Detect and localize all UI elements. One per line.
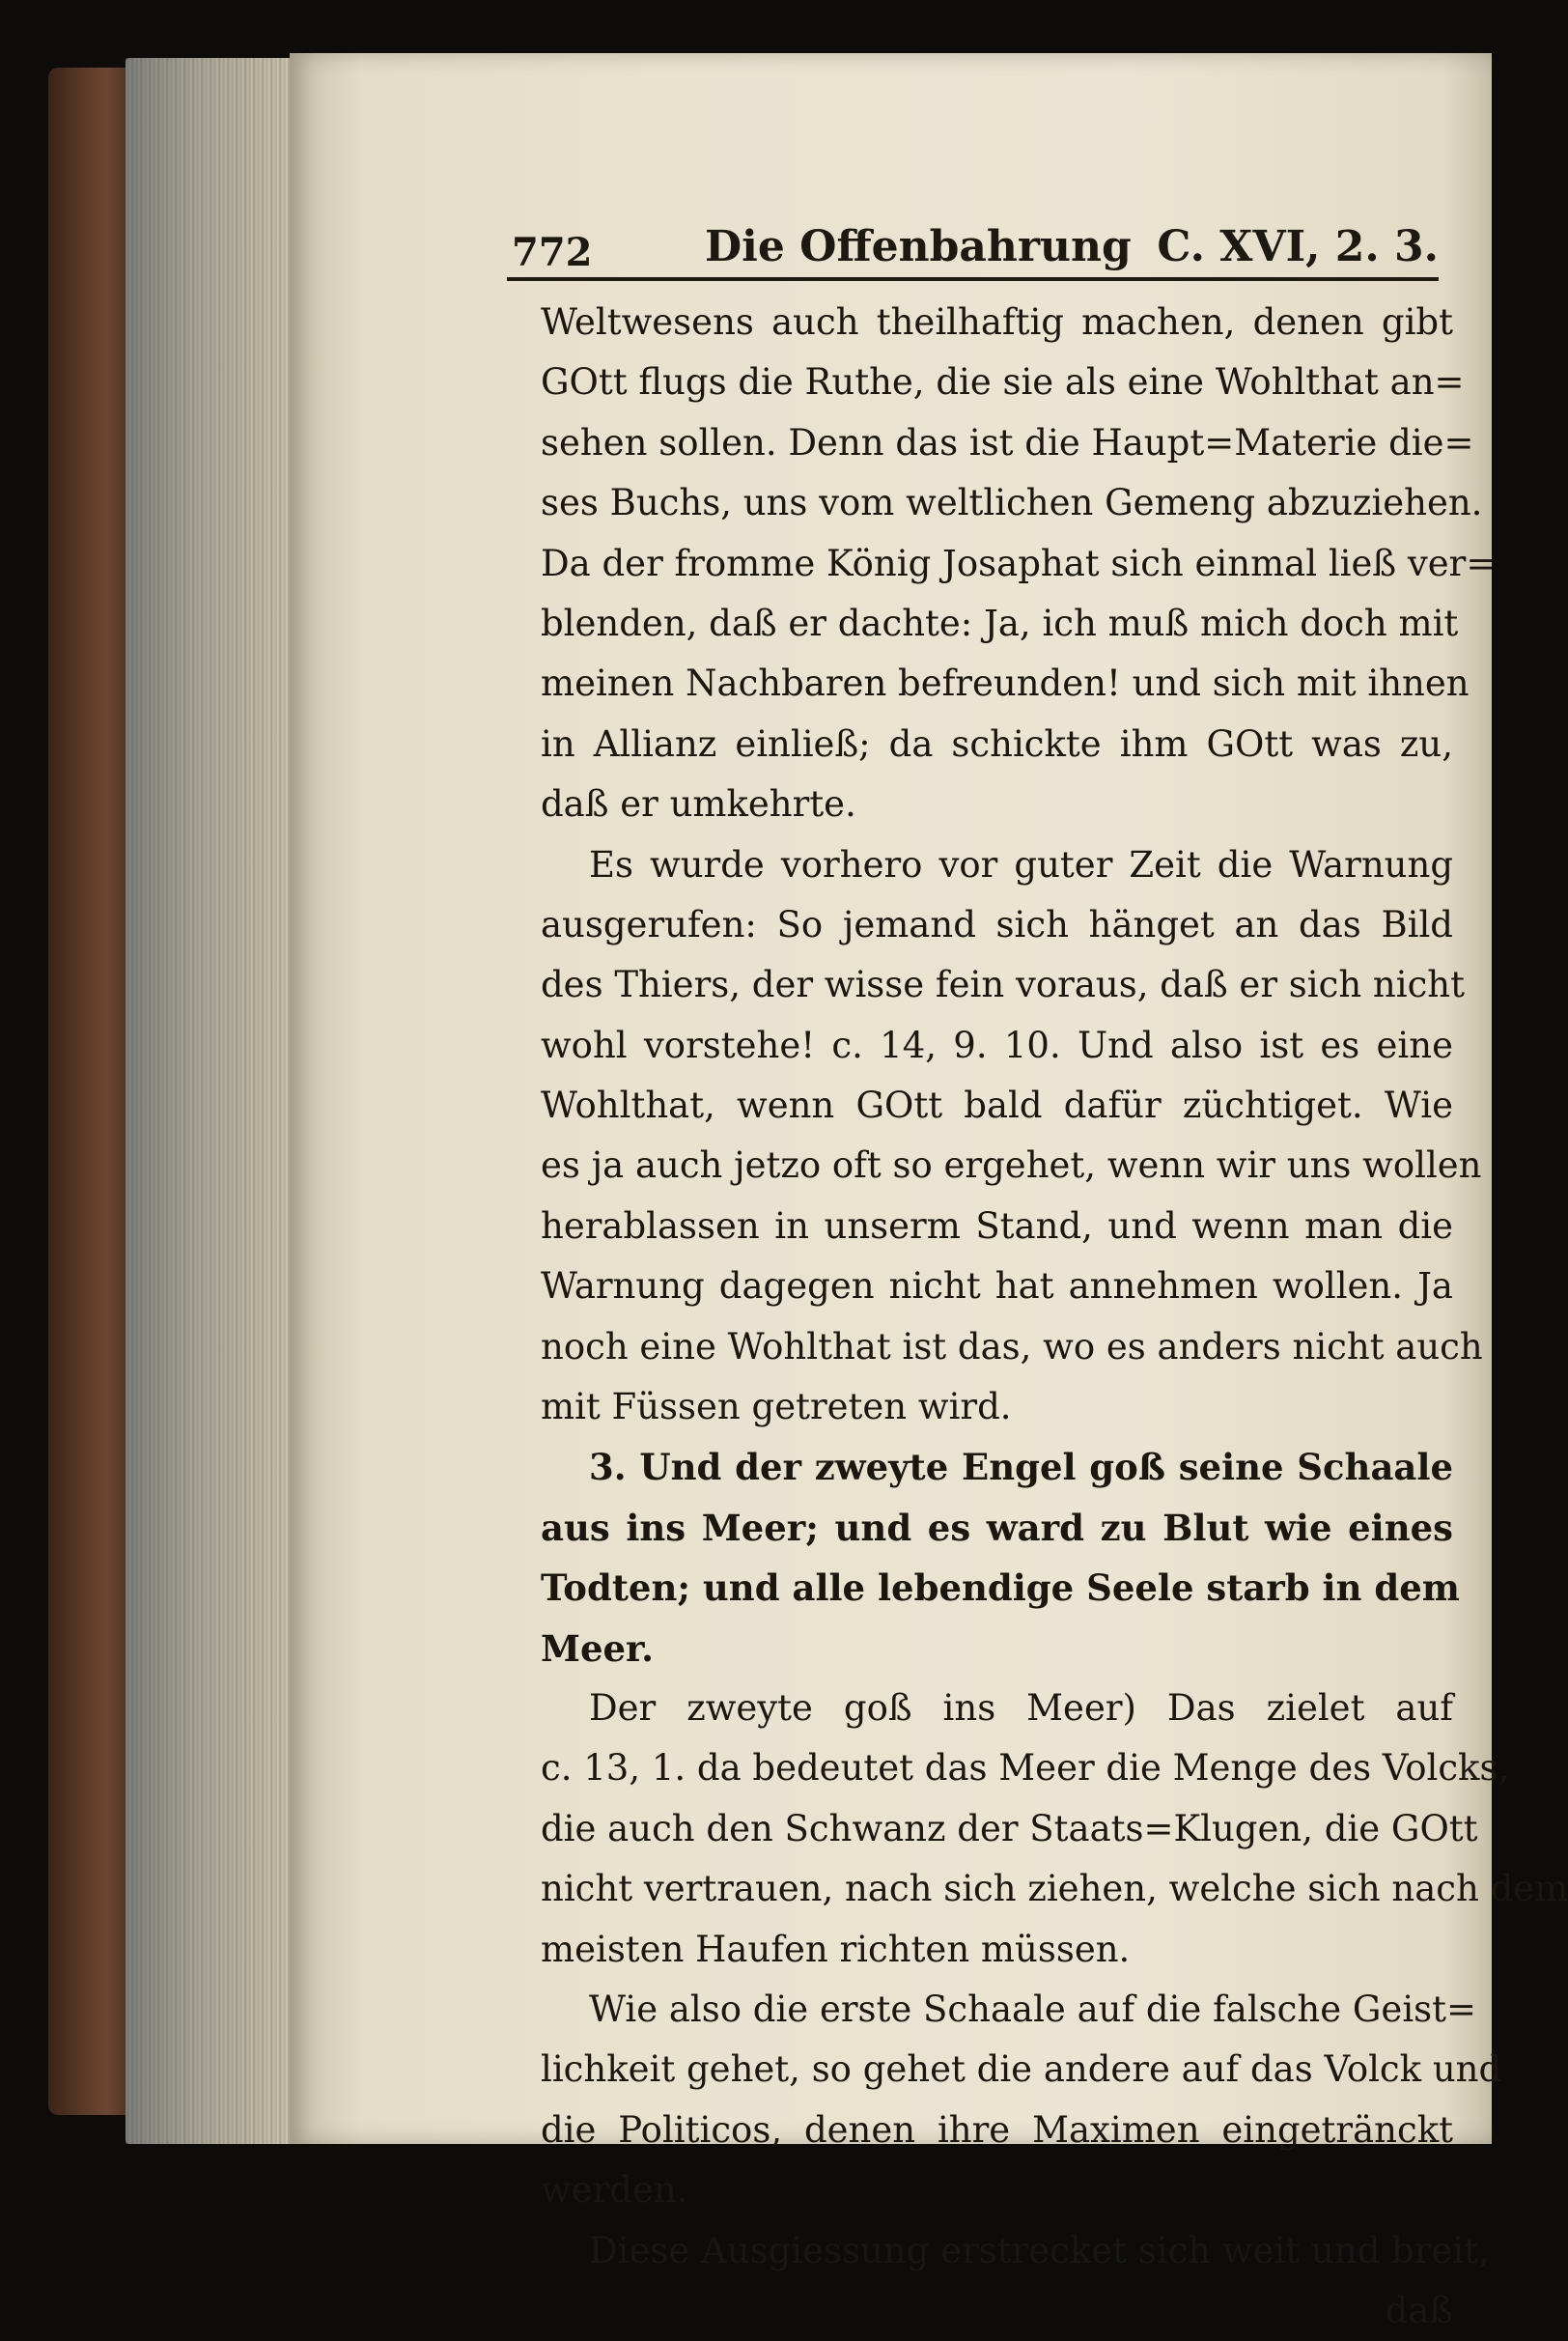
text-line: werden. [541, 2169, 688, 2212]
text-line: noch eine Wohlthat ist das, wo es anders nicht auch [541, 1325, 1483, 1368]
text-line: blenden, daß er dachte: Ja, ich muß mich doch mit [541, 602, 1459, 644]
text-line: sehen sollen. Denn das ist die Haupt=Materie die= [541, 421, 1474, 464]
text-line: wohl vorstehe! c. 14, 9. 10. Und also ist es eine [541, 1024, 1453, 1066]
text-line: Warnung dagegen nicht hat annehmen wollen. Ja [541, 1265, 1453, 1308]
text-line: meinen Nachbaren befreunden! und sich mit ihnen [541, 663, 1470, 705]
text-line: herablassen in unserm Stand, und wenn man die [541, 1204, 1453, 1247]
text-line: ausgerufen: So jemand sich hänget an das Bild [541, 903, 1453, 945]
text-line: daß er umkehrte. [541, 783, 856, 826]
text-line: Diese Ausgiessung erstrecket sich weit und breit, [589, 2229, 1490, 2271]
text-line: es ja auch jetzo oft so ergehet, wenn wir uns wollen [541, 1144, 1482, 1187]
page-stack-edges [126, 58, 299, 2144]
text-line: in Allianz einließ; da schickte ihm GOtt was zu, [541, 722, 1453, 765]
text-line: nicht vertrauen, nach sich ziehen, welche sich nach dem [541, 1868, 1568, 1910]
page-number: 772 [512, 230, 593, 275]
text-line: Da der fromme König Josaphat sich einmal ließ ver= [541, 542, 1497, 584]
text-line: Wie also die erste Schaale auf die falsche Geist= [589, 1988, 1477, 2030]
verse-line: Meer. [541, 1626, 655, 1670]
text-line: ses Buchs, uns vom weltlichen Gemeng abzuziehen. [541, 482, 1483, 524]
text-line: Weltwesens auch theilhaftig machen, denen gibt [541, 301, 1453, 343]
body-text [541, 293, 1568, 2341]
verse-line: aus ins Meer; und es ward zu Blut wie eines [541, 1506, 1453, 1549]
header-rule [507, 277, 1439, 281]
chapter-reference: C. XVI, 2. 3. [1157, 222, 1439, 271]
text-line: mit Füssen getreten wird. [541, 1386, 1012, 1428]
text-line: c. 13, 1. da bedeutet das Meer die Menge des Volcks, [541, 1747, 1510, 1790]
text-line: des Thiers, der wisse fein voraus, daß er sich nicht [541, 964, 1465, 1006]
running-title: Die Offenbahrung [705, 222, 1132, 271]
text-line: Der zweyte goß ins Meer) Das zielet auf [589, 1686, 1453, 1729]
verse-line: Todten; und alle lebendige Seele starb in dem [541, 1566, 1460, 1610]
text-line: die auch den Schwanz der Staats=Klugen, die GOtt [541, 1807, 1478, 1849]
text-line: die Politicos, denen ihre Maximen eingetränckt [541, 2108, 1453, 2151]
catchword: daß [1385, 2289, 1453, 2331]
text-line: Es wurde vorhero vor guter Zeit die Warnung [589, 843, 1453, 886]
book-page [290, 53, 1568, 2331]
text-line: Wohlthat, wenn GOtt bald dafür züchtiget. Wie [541, 1085, 1453, 1127]
text-line: lichkeit gehet, so gehet die andere auf das Volck und [541, 2048, 1502, 2091]
text-line: meisten Haufen richten müssen. [541, 1928, 1131, 1970]
page-header [512, 155, 1439, 275]
verse-line: 3. Und der zweyte Engel goß seine Schaale [589, 1446, 1453, 1489]
text-line: GOtt flugs die Ruthe, die sie als eine Wohlthat an= [541, 361, 1465, 404]
